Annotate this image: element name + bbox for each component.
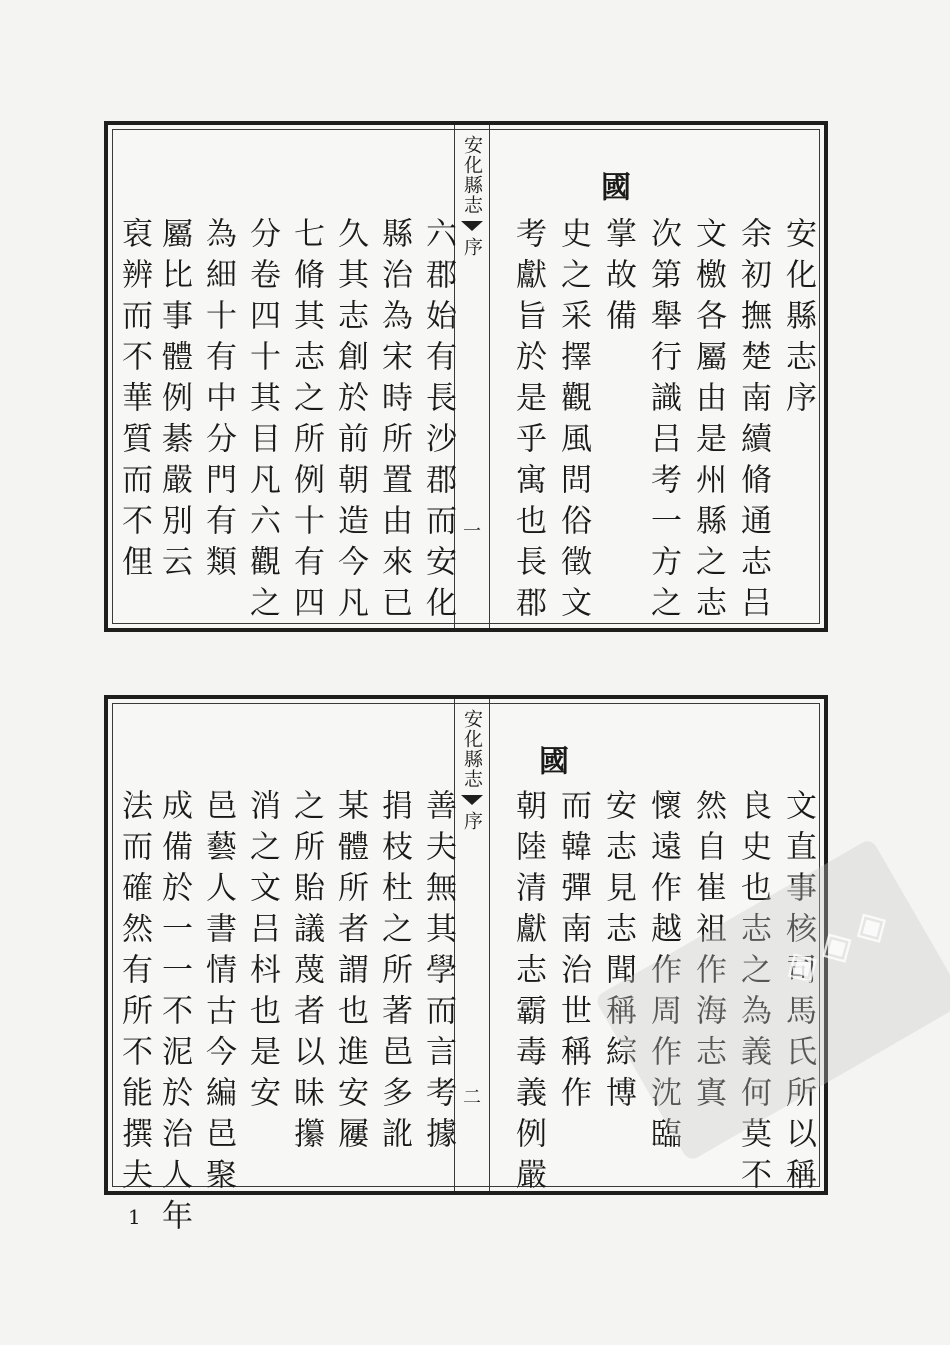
text-column: 而韓彈南治世稱作 [555,789,591,1117]
text-column: 余初撫楚南續脩通志吕 [735,217,771,627]
upper-page-panel [104,121,828,632]
text-column: 久其志創於前朝造今凡 [332,217,368,627]
page-number: 1 [128,1205,141,1229]
gutter-title: 安化縣志 [461,709,483,789]
gutter-title: 安化縣志 [461,135,483,215]
text-column: 善夫無其學而言考據 [420,789,456,1158]
center-gutter [454,699,490,1191]
text-column: 法而確然有所不能撰夫 [116,789,152,1199]
text-column: 文直事核司馬氏所以稱 [780,789,816,1199]
text-column: 屬比事體例綦嚴別云 [156,217,192,586]
text-column: 良史也志之為義何莫不 [735,789,771,1199]
text-column: 縣治為宋時所置由來已 [376,217,412,627]
text-column: 安化縣志序 [780,217,816,422]
text-column: 六郡始有長沙郡而安化 [420,217,456,627]
fish-tail-mark [461,221,483,231]
watermark-glyph: ◈◈◈ [773,892,903,996]
text-column: 分卷四十其目凡六觀之 [244,217,280,627]
text-column: 掌故備 [600,217,636,340]
text-column: 文檄各屬由是州縣之志 [690,217,726,627]
text-column: 之所貽議蔑者以昧攥 [288,789,324,1158]
text-column: 史之采擇觀風問俗徵文 [555,217,591,627]
text-column: 邑藝人書情古今編邑聚 [200,789,236,1199]
text-column: 裒辨而不華質而不俚 [116,217,152,586]
text-column: 成備於一一不泥於治人年 [156,789,192,1240]
fish-tail-mark [461,795,483,805]
text-column: 為細十有中分門有類 [200,217,236,586]
center-gutter [454,125,490,628]
text-column: 某體所者謂也進安屨 [332,789,368,1158]
elevated-character: 國 [533,745,568,775]
text-column: 懷遠作越作周作沈臨 [645,789,681,1158]
text-column: 捐枝杜之所著邑多訛 [376,789,412,1158]
gutter-section: 序 [461,811,483,830]
text-column: 考獻旨於是乎寓也長郡 [510,217,546,627]
gutter-page-number: 一 [463,521,481,542]
text-column: 安志見志聞稱綜博 [600,789,636,1117]
gutter-page-number: 二 [463,1087,481,1108]
elevated-character: 國 [595,171,630,201]
text-column: 朝陸清獻志霸毒義例嚴 [510,789,546,1199]
text-column: 消之文吕枓也是安 [244,789,280,1117]
gutter-section: 序 [461,237,483,256]
text-column: 次第舉行識吕考一方之 [645,217,681,627]
text-column: 七脩其志之所例十有四 [288,217,324,627]
text-column: 然自崔祖作海志寘 [690,789,726,1117]
